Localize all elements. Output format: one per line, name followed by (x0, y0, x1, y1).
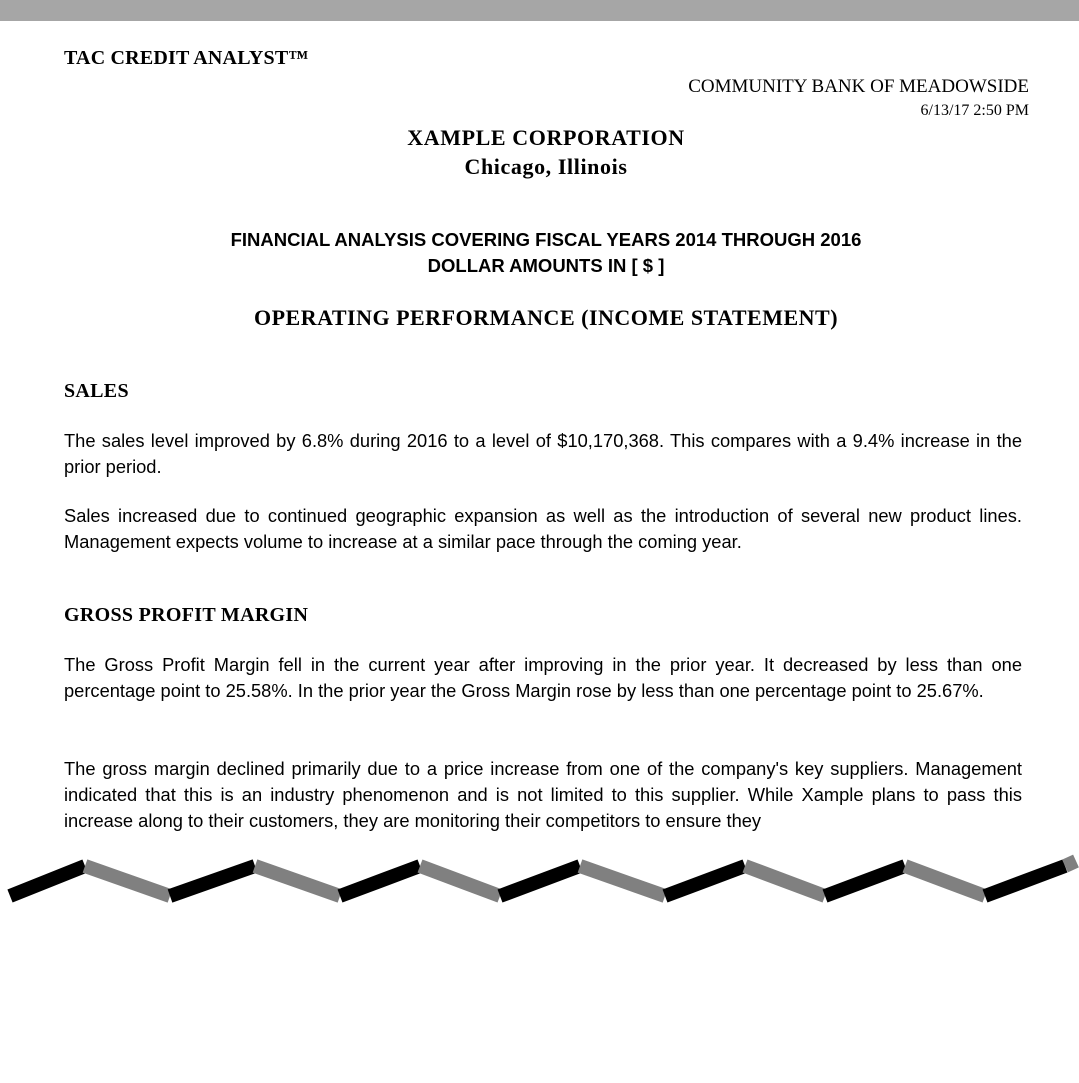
zigzag-light-segment (420, 866, 500, 896)
sales-paragraph-1: The sales level improved by 6.8% during 2016 to a level of $10,170,368. This compares with a 9.4% increase in the prior period. (64, 430, 1022, 477)
gross-profit-heading: GROSS PROFIT MARGIN (64, 604, 309, 626)
zigzag-dark-segment (340, 866, 420, 896)
section-heading: OPERATING PERFORMANCE (INCOME STATEMENT) (253, 305, 839, 330)
report-title: FINANCIAL ANALYSIS COVERING FISCAL YEARS 2014 THROUGH 2016 (230, 229, 862, 250)
zigzag-light-segment (745, 866, 825, 896)
sales-paragraph-2: Sales increased due to continued geographic expansion as well as the introduction of several new product lines. Management expects volume to increase at a similar pace through the coming year. (64, 505, 1022, 552)
torn-edge-zigzag (0, 846, 1079, 916)
gross-profit-paragraph-1: The Gross Profit Margin fell in the current year after improving in the prior year. It decreased by less than one percentage point to 25.58%. In the prior year the Gross Margin rose by less than one percentage point to 25.67%. (64, 654, 1022, 701)
sales-heading: SALES (64, 380, 129, 402)
zigzag-dark-segment (170, 866, 255, 896)
zigzag-dark-segment (985, 866, 1065, 896)
gross-profit-paragraph-2: The gross margin declined primarily due to a price increase from one of the company's key suppliers. Management indicated that this is an industry phenomenon and is not limited to this supplier. While Xample plans to pass this increase along to their customers, they are monitoring their competitors to ensure they (64, 758, 1022, 831)
bank-name: COMMUNITY BANK OF MEADOWSIDE (688, 76, 1029, 97)
zigzag-light-segment (1065, 861, 1076, 866)
zigzag-dark-segment (825, 866, 905, 896)
report-timestamp: 6/13/17 2:50 PM (920, 102, 1029, 119)
zigzag-light-segment (905, 866, 985, 896)
zigzag-dark-segment (500, 866, 580, 896)
zigzag-light-segment (85, 866, 170, 896)
company-location: Chicago, Illinois (464, 154, 628, 179)
zigzag-light-segment (255, 866, 340, 896)
zigzag-light-segment (580, 866, 665, 896)
report-units: DOLLAR AMOUNTS IN [ $ ] (427, 255, 665, 276)
brand-title: TAC CREDIT ANALYST™ (64, 47, 309, 69)
company-name: XAMPLE CORPORATION (407, 125, 685, 150)
zigzag-dark-segment (10, 866, 85, 896)
zigzag-dark-segment (665, 866, 745, 896)
